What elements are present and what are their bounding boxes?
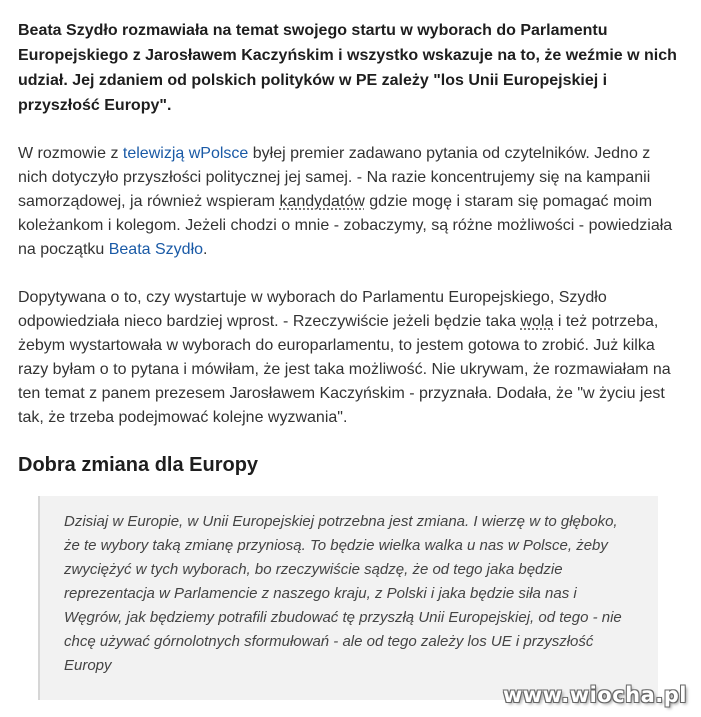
p1-text-3: gdzie mogę i staram się pomagać moim koleżankom i kolegom. Jeżeli chodzi o mnie - zobaczymy, są różne możliwości - powiedziała na początku xyxy=(18,193,673,258)
paragraph-1 xyxy=(18,142,678,262)
keyword-kandydatow[interactable]: kandydatów xyxy=(279,193,365,210)
p1-text-2: byłej premier zadawano pytania od czytelników. Jedno z nich dotyczyło przyszłości politycznej jej samej. - Na razie koncentrujemy się na kampanii samorządowej, ja również wspieram xyxy=(18,145,651,210)
p1-text-1: W rozmowie z xyxy=(18,145,123,162)
keyword-wola[interactable]: wola xyxy=(520,313,554,330)
article xyxy=(18,18,678,715)
blockquote: Dzisiaj w Europie, w Unii Europejskiej potrzebna jest zmiana. I wierzę w to głęboko, że te wybory taką zmianę przyniosą. To będzie wielka walka u nas w Polsce, żeby zwyciężyć w tych wyborach, bo rzeczywiście sądzę, że od tego jaka będzie reprezentacja w Parlamencie z naszego kraju, z Polski i jaka będzie siła nas i Węgrów, jak będziemy potrafili zbudować tę przyszłą Unii Europejskiej, od tego - nie chcę używać górnolotnych sformułowań - ale od tego zależy los UE i przyszłość Europy xyxy=(38,496,658,700)
p2-text-2: i też potrzeba, żebym wystartowała w wyborach do europarlamentu, to jestem gotowa to zrobić. Już kilka razy byłam o to pytana i mówiłam, że jest taka możliwość. Nie ukrywam, że rozmawiałam na ten temat z panem prezesem Jarosławem Kaczyńskim - przyznała. Dodała, że "w życiu jest tak, że trzeba podejmować kolejne wyzwania". xyxy=(18,313,671,426)
p2-text-1: Dopytywana o to, czy wystartuje w wyborach do Parlamentu Europejskiego, Szydło odpowiedziała nieco bardziej wprost. - Rzeczywiście jeżeli będzie taka xyxy=(18,289,607,330)
link-telewizja-wpolsce[interactable]: telewizją wPolsce xyxy=(122,145,249,162)
watermark-logo: www.wiocha.pl xyxy=(502,683,687,707)
link-beata-szydlo[interactable]: Beata Szydło xyxy=(108,241,204,258)
article-lead: Beata Szydło rozmawiała na temat swojego startu w wyborach do Parlamentu Europejskiego z Jarosławem Kaczyńskim i wszystko wskazuje na to, że weźmie w nich udział. Jej zdaniem od polskich polityków w PE zależy "los Unii Europejskiej i przyszłość Europy". xyxy=(18,22,677,114)
section-heading: Dobra zmiana dla Europy xyxy=(18,454,259,476)
p1-text-4: . xyxy=(203,241,208,258)
paragraph-2 xyxy=(18,286,678,430)
